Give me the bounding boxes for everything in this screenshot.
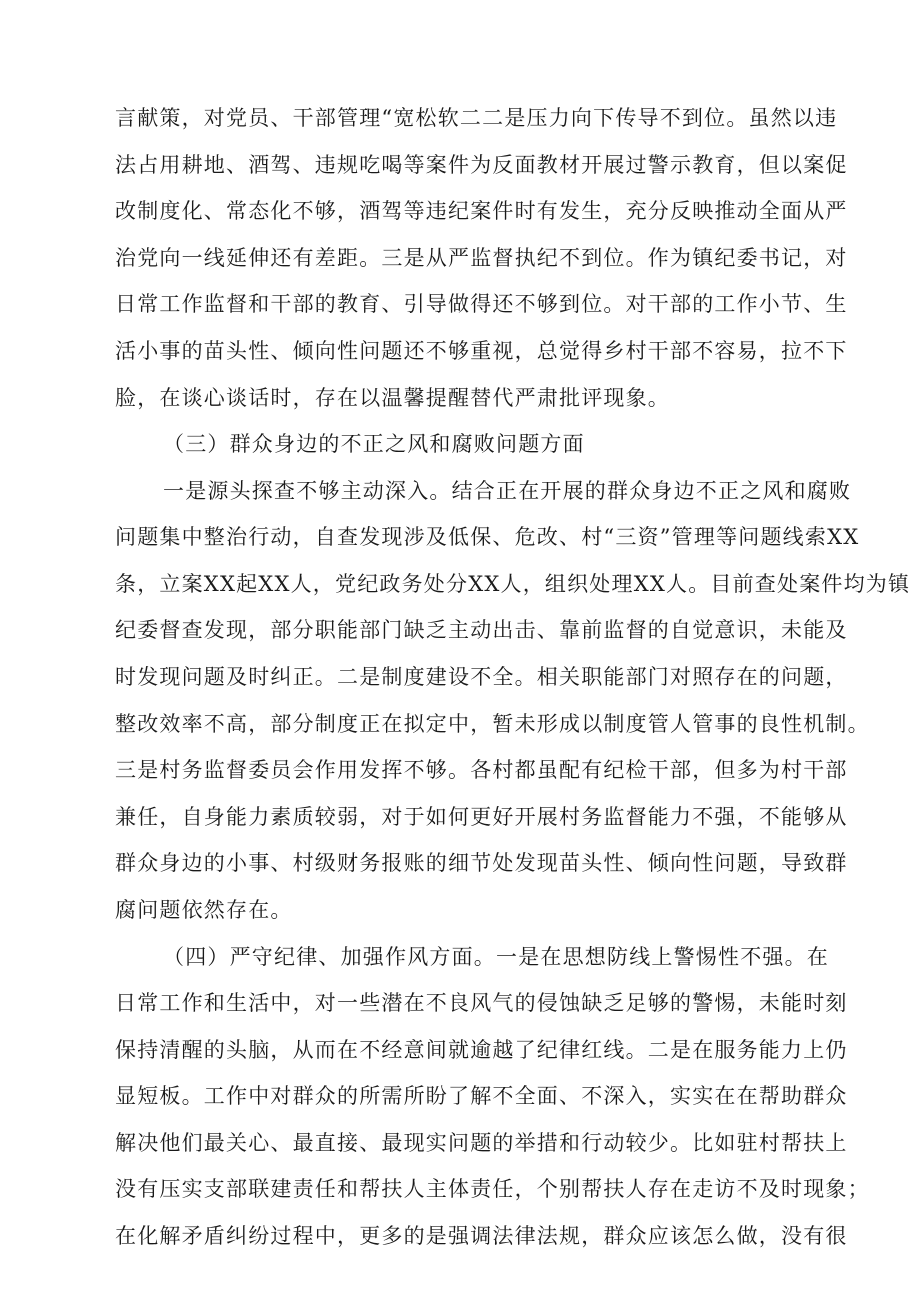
paragraph-line: 整改效率不高，部分制度正在拟定中，暂未形成以制度管人管事的良性机制。	[115, 712, 870, 736]
paragraph-line: 纪委督查发现，部分职能部门缺乏主动出击、靠前监督的自觉意识，未能及	[115, 618, 848, 642]
paragraph-line: 腐问题依然存在。	[115, 898, 293, 922]
paragraph-line: 保持清醒的头脑，从而在不经意间就逾越了纪律红线。二是在服务能力上仍	[115, 1038, 848, 1062]
paragraph-line: 改制度化、常态化不够，酒驾等违纪案件时有发生，充分反映推动全面从严	[115, 199, 848, 223]
paragraph-line: 一是源头探查不够主动深入。结合正在开展的群众身边不正之风和腐败	[163, 479, 852, 503]
paragraph-line: 群众身边的小事、村级财务报账的细节处发现苗头性、倾向性问题，导致群	[115, 851, 848, 875]
paragraph-line: 言献策，对党员、干部管理“宽松软二二是压力向下传导不到位。虽然以违	[115, 106, 838, 130]
paragraph-line: 日常工作和生活中，对一些潜在不良风气的侵蚀缺乏足够的警惕，未能时刻	[115, 991, 848, 1015]
paragraph-line: 日常工作监督和干部的教育、引导做得还不够到位。对干部的工作小节、生	[115, 292, 848, 316]
paragraph-line: 脸，在谈心谈话时，存在以温馨提醒替代严肃批评现象。	[115, 386, 670, 410]
paragraph-line: 活小事的苗头性、倾向性问题还不够重视，总觉得乡村干部不容易，拉不下	[115, 339, 848, 363]
section-heading: （三）群众身边的不正之风和腐败问题方面	[163, 432, 585, 456]
paragraph-line: 显短板。工作中对群众的所需所盼了解不全面、不深入，实实在在帮助群众	[115, 1084, 848, 1108]
paragraph-line: 在化解矛盾纠纷过程中，更多的是强调法律法规，群众应该怎么做，没有很	[115, 1224, 848, 1248]
paragraph-line: （四）严守纪律、加强作风方面。一是在思想防线上警惕性不强。在	[163, 945, 829, 969]
paragraph-line: 条，立案XX起XX人，党纪政务处分XX人，组织处理XX人。目前查处案件均为镇	[115, 572, 911, 596]
paragraph-line: 问题集中整治行动，自查发现涉及低保、危改、村“三资”管理等问题线索XX	[115, 525, 860, 549]
document-body	[115, 0, 911, 1301]
paragraph-line: 三是村务监督委员会作用发挥不够。各村都虽配有纪检干部，但多为村干部	[115, 758, 848, 782]
paragraph-line: 法占用耕地、酒驾、违规吃喝等案件为反面教材开展过警示教育，但以案促	[115, 153, 848, 177]
paragraph-line: 时发现问题及时纠正。二是制度建设不全。相关职能部门对照存在的问题，	[115, 665, 848, 689]
paragraph-line: 治党向一线延伸还有差距。三是从严监督执纪不到位。作为镇纪委书记，对	[115, 246, 848, 270]
paragraph-line: 没有压实支部联建责任和帮扶人主体责任，个别帮扶人存在走访不及时现象；	[115, 1177, 870, 1201]
paragraph-line: 解决他们最关心、最直接、最现实问题的举措和行动较少。比如驻村帮扶上	[115, 1131, 848, 1155]
paragraph-line: 兼任，自身能力素质较弱，对于如何更好开展村务监督能力不强，不能够从	[115, 805, 848, 829]
